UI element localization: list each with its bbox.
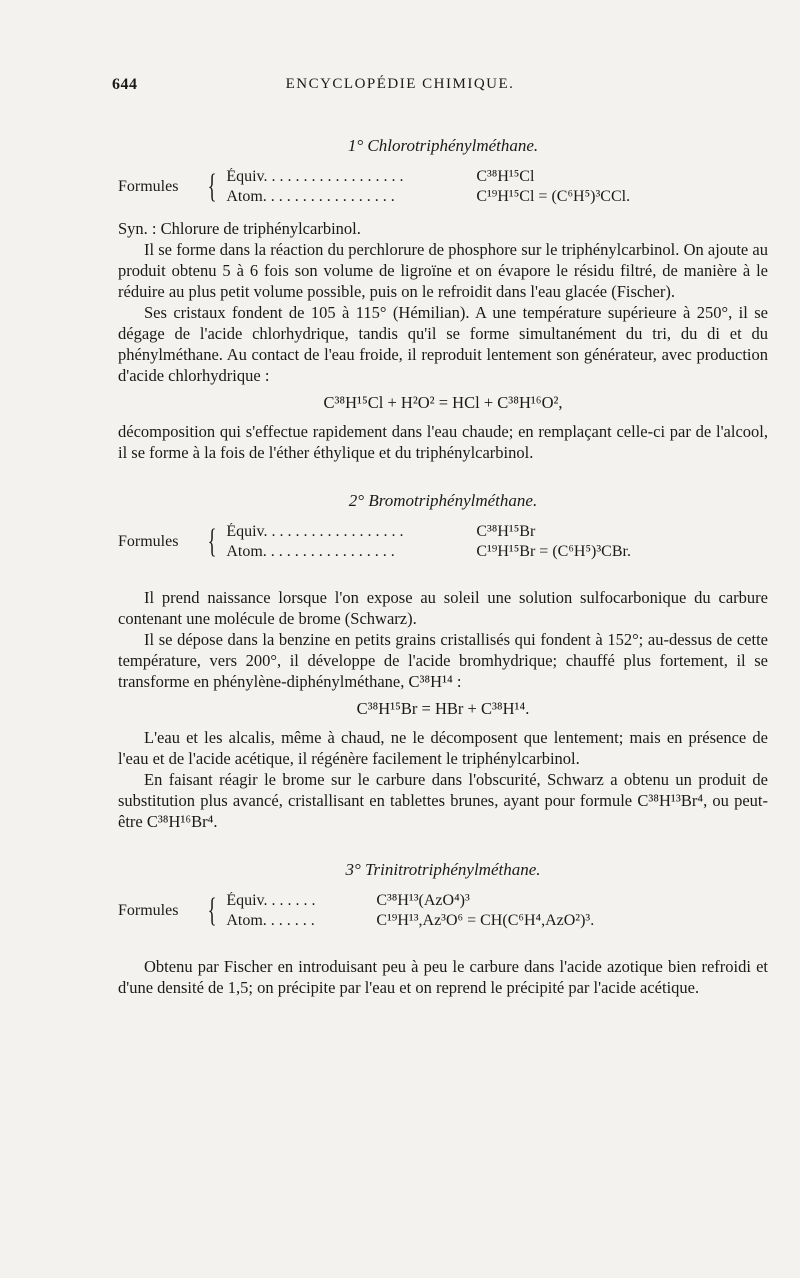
section-title-1: 1° Chlorotriphénylméthane. [347,136,539,155]
atom-value: C¹⁹H¹⁵Br = (C⁶H⁵)³CBr. [476,543,631,560]
brace-icon: { [207,892,217,929]
paragraph: décomposition qui s'effectue rapidement dans l'eau chaude; en remplaçant celle-ci par de l'alcool, il se forme à la fois de l'éther éthylique et du triphénylcarbinol. [118,422,768,462]
atom-label: Atom. . . . . . . . . . . . . . . . . [226,543,395,560]
atom-value: C¹⁹H¹³,Az³O⁶ = CH(C⁶H⁴,AzO²)³. [376,912,595,929]
paragraph: L'eau et les alcalis, même à chaud, ne le décomposent que lentement; mais en présence de l'eau et de l'acide acétique, il régénère facilement le triphénylcarbinol. [118,728,768,768]
atom-value: C¹⁹H¹⁵Cl = (C⁶H⁵)³CCl. [476,188,631,205]
brace-icon: { [207,523,217,560]
formula-label: Formules [118,902,179,919]
running-head: ENCYCLOPÉDIE CHIMIQUE. [285,76,515,92]
brace-icon: { [207,168,217,205]
formula-block-1 [118,168,768,206]
equiv-value: C³⁸H¹⁵Br [476,523,536,540]
section-title-3: 3° Trinitrotriphénylméthane. [345,860,541,879]
formula-label: Formules [118,178,179,195]
paragraph: Ses cristaux fondent de 105 à 115° (Hémilian). A une température supérieure à 250°, il se dégage de l'acide chlorhydrique, tandis qu'il se forme simultanément du tri, du di et du phénylméthane. Au contact de l'eau froide, il reproduit lentement son générateur, avec production d'acide chlorhydrique : [118,303,768,385]
formula-block-2 [118,523,768,561]
equiv-label: Équiv. . . . . . . [226,892,316,909]
page-number: 644 [112,76,138,93]
paragraph: Il se dépose dans la benzine en petits grains cristallisés qui fondent à 152°; au-dessus de cette température, vers 200°, il développe de l'acide bromhydrique; chauffé plus fortement, il se transforme en phénylène-diphénylméthane, C³⁸H¹⁴ : [118,630,768,691]
formula-block-3 [118,892,768,930]
paragraph: Il prend naissance lorsque l'on expose au soleil une solution sulfocarbonique du carbure contenant une molécule de brome (Schwarz). [118,588,768,628]
equation: C³⁸H¹⁵Br = HBr + C³⁸H¹⁴. [356,699,530,718]
paragraph: Obtenu par Fischer en introduisant peu à peu le carbure dans l'acide azotique bien refroidi et d'une densité de 1,5; on précipite par l'eau et on reprend le précipité par l'acide acétique. [118,957,768,997]
atom-label: Atom. . . . . . . [226,912,315,929]
paragraph: En faisant réagir le brome sur le carbure dans l'obscurité, Schwarz a obtenu un produit de substitution plus avancé, cristallisant en tablettes brunes, ayant pour formule C³⁸H¹³Br⁴, ou peut-être C³⁸H¹⁶Br⁴. [118,770,768,831]
equiv-label: Équiv. . . . . . . . . . . . . . . . . . [226,523,404,540]
atom-label: Atom. . . . . . . . . . . . . . . . . [226,188,395,205]
section-title-2: 2° Bromotriphénylméthane. [348,491,538,510]
page-header [0,76,800,98]
equation: C³⁸H¹⁵Cl + H²O² = HCl + C³⁸H¹⁶O², [323,393,563,412]
paragraph: Il se forme dans la réaction du perchlorure de phosphore sur le triphénylcarbinol. On ajoute au produit obtenu 5 à 6 fois son volume de ligroïne et on évapore le résidu filtré, de manière à le réduire au plus petit volume possible, puis on le refroidit dans l'eau glacée (Fischer). [118,240,768,301]
equiv-value: C³⁸H¹⁵Cl [476,168,535,185]
equiv-label: Équiv. . . . . . . . . . . . . . . . . . [226,168,404,185]
formula-label: Formules [118,533,179,550]
page-body [118,136,768,998]
equiv-value: C³⁸H¹³(AzO⁴)³ [376,892,470,909]
synonym-line: Syn. : Chlorure de triphénylcarbinol. [118,219,361,238]
